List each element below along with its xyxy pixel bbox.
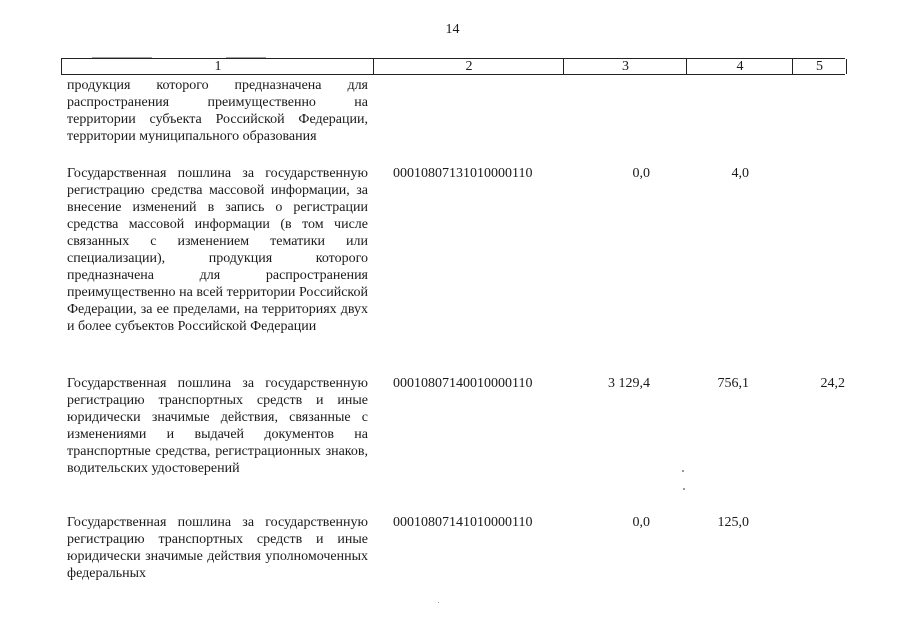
- row-description-text: продукция которого предназначена для распространения преимущественно на территории субъекта Российской Федерации, территории муниципального образования: [67, 78, 368, 144]
- row-code: 00010807131010000110: [393, 166, 533, 181]
- row-description-text: Государственная пошлина за государственную регистрацию транспортных средств и иные юридически значимые действия, связанные с изменениями и выдачей документов на транспортные средства, регистрационных знаков, водительских удостоверений: [67, 376, 368, 476]
- row-description-text: Государственная пошлина за государственную регистрацию средства массовой информации, за внесение изменений в запись о регистрации средства массовой информации (в том числе связанных с изменением тематики или специализации), продукция которого предназначена для распространения преимущественно на всей территории Российской Федерации, за ее пределами, на территориях двух и более субъектов Российской Федерации: [67, 166, 368, 334]
- row-description: [67, 165, 368, 335]
- row-description: [67, 514, 368, 582]
- row-description-text: Государственная пошлина за государственную регистрацию транспортных средств и иные юридически значимые действия уполномоченных федеральных: [67, 515, 368, 581]
- header-col-5: 5: [792, 59, 847, 74]
- page-number: 14: [445, 22, 460, 37]
- row-description: [67, 375, 368, 477]
- row-code: 00010807140010000110: [393, 376, 533, 391]
- table-header-row: [61, 58, 845, 75]
- scan-speck: [438, 602, 439, 603]
- row-code: 00010807141010000110: [393, 515, 533, 530]
- scan-speck: [682, 470, 684, 472]
- row-col4-value: 125,0: [717, 515, 749, 530]
- row-col3-value: 3 129,4: [608, 376, 650, 391]
- row-col3-value: 0,0: [632, 515, 650, 530]
- row-col5-value: 24,2: [820, 376, 845, 391]
- header-col-2: 2: [373, 59, 564, 74]
- row-col3-value: 0,0: [632, 166, 650, 181]
- header-col-4: 4: [686, 59, 793, 74]
- scan-speck: [683, 488, 685, 490]
- row-col4-value: 4,0: [731, 166, 749, 181]
- row-description: [67, 77, 368, 145]
- header-col-1: 1: [61, 59, 374, 74]
- header-col-3: 3: [563, 59, 687, 74]
- row-col4-value: 756,1: [717, 376, 749, 391]
